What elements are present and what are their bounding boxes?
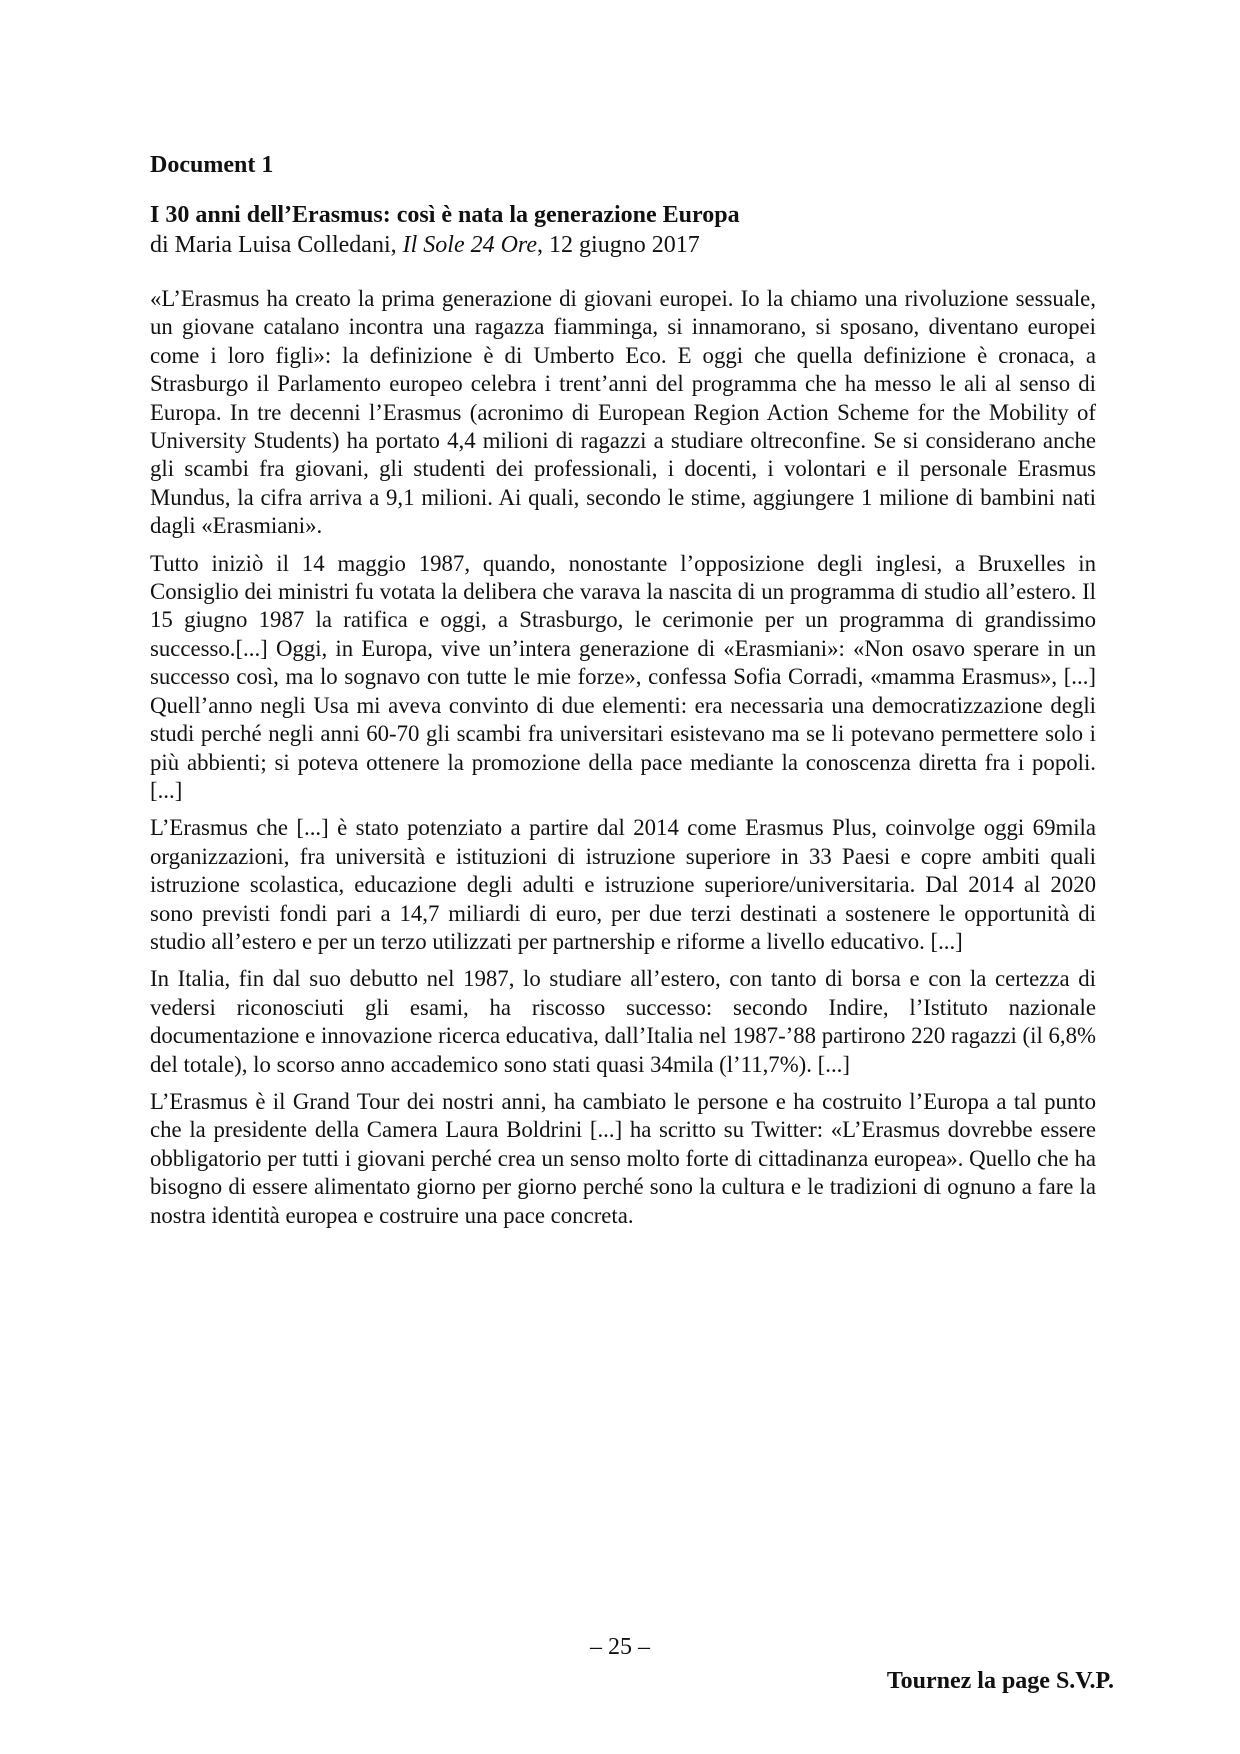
article-byline — [150, 230, 1096, 260]
article-paragraph-5: L’Erasmus è il Grand Tour dei nostri anni, ha cambiato le persone e ha costruito l’Europa a tal punto che la presidente della Camera Laura Boldrini [...] ha scritto su Twitter: «L’Erasmus dovrebbe essere obbligatorio per tutti i giovani perché crea un senso molto forte di cittadinanza europea». Quello che ha bisogno di essere alimentato giorno per giorno perché sono la cultura e le tradizioni di ognuno a fare la nostra identità europea e costruire una pace concreta. — [150, 1088, 1096, 1228]
byline-date-suffix: , 12 giugno 2017 — [537, 232, 700, 258]
turn-page-note: Tournez la page S.V.P. — [886, 1668, 1114, 1694]
byline-author-prefix: di Maria Luisa Colledani, — [150, 232, 403, 258]
document-label: Document 1 — [150, 152, 274, 178]
page-number: – 25 – — [590, 1634, 650, 1660]
article-paragraph-3: L’Erasmus che [...] è stato potenziato a partire dal 2014 come Erasmus Plus, coinvolge oggi 69mila organizzazioni, fra università e istituzioni di istruzione superiore in 33 Paesi e copre ambiti quali istruzione scolastica, educazione degli adulti e istruzione superiore/universitaria. Dal 2014 al 2020 sono previsti fondi pari a 14,7 miliardi di euro, per due terzi destinati a sostenere le opportunità di studio all’estero e per un terzo utilizzati per partnership e riforme a livello educativo. [...] — [150, 815, 1096, 954]
article-title: I 30 anni dell’Erasmus: così è nata la generazione Europa — [150, 202, 740, 228]
article-paragraph-4: In Italia, fin dal suo debutto nel 1987, lo studiare all’estero, con tanto di borsa e con la certezza di vedersi riconosciuti gli esami, ha riscosso successo: secondo Indire, l’Istituto nazionale documentazione e innovazione ricerca educativa, dall’Italia nel 1987-’88 partirono 220 ragazzi (il 6,8% del totale), lo scorso anno accademico sono stati quasi 34mila (l’11,7%). [...] — [150, 966, 1096, 1077]
article-paragraph-1: «L’Erasmus ha creato la prima generazione di giovani europei. Io la chiamo una rivoluzione sessuale, un giovane catalano incontra una ragazza fiamminga, si innamorano, si sposano, diventano europei come i loro figli»: la definizione è di Umberto Eco. E oggi che quella definizione è cronaca, a Strasburgo il Parlamento europeo celebra i trent’anni del programma che ha messo le ali al senso di Europa. In tre decenni l’Erasmus (acronimo di European Region Action Scheme for the Mobility of University Students) ha portato 4,4 milioni di ragazzi a studiare oltreconfine. Se si considerano anche gli scambi fra giovani, gli studenti dei professionali, i docenti, i volontari e il personale Erasmus Mundus, la cifra arriva a 9,1 milioni. Ai quali, secondo le stime, aggiungere 1 milione di bambini nati dagli «Erasmiani». — [150, 286, 1096, 539]
byline-publication: Il Sole 24 Ore — [402, 232, 538, 258]
document-page — [150, 150, 1096, 1239]
article-paragraph-2: Tutto iniziò il 14 maggio 1987, quando, nonostante l’opposizione degli inglesi, a Bruxelles in Consiglio dei ministri fu votata la delibera che varava la nascita di un programma di studio all’estero. Il 15 giugno 1987 la ratifica e oggi, a Strasburgo, le cerimonie per un programma di grandissimo successo.[...] Oggi, in Europa, vive un’intera generazione di «Erasmiani»: «Non osavo sperare in un successo così, ma lo sognavo con tutte le mie forze», confessa Sofia Corradi, «mamma Erasmus», [...] Quell’anno negli Usa mi aveva convinto di due elementi: era necessaria una democratizzazione degli studi perché negli anni 60-70 gli scambi fra universitari esistevano ma se li potevano permettere solo i più abbienti; si poteva ottenere la promozione della pace mediante la conoscenza diretta fra i popoli. [...] — [150, 550, 1096, 803]
